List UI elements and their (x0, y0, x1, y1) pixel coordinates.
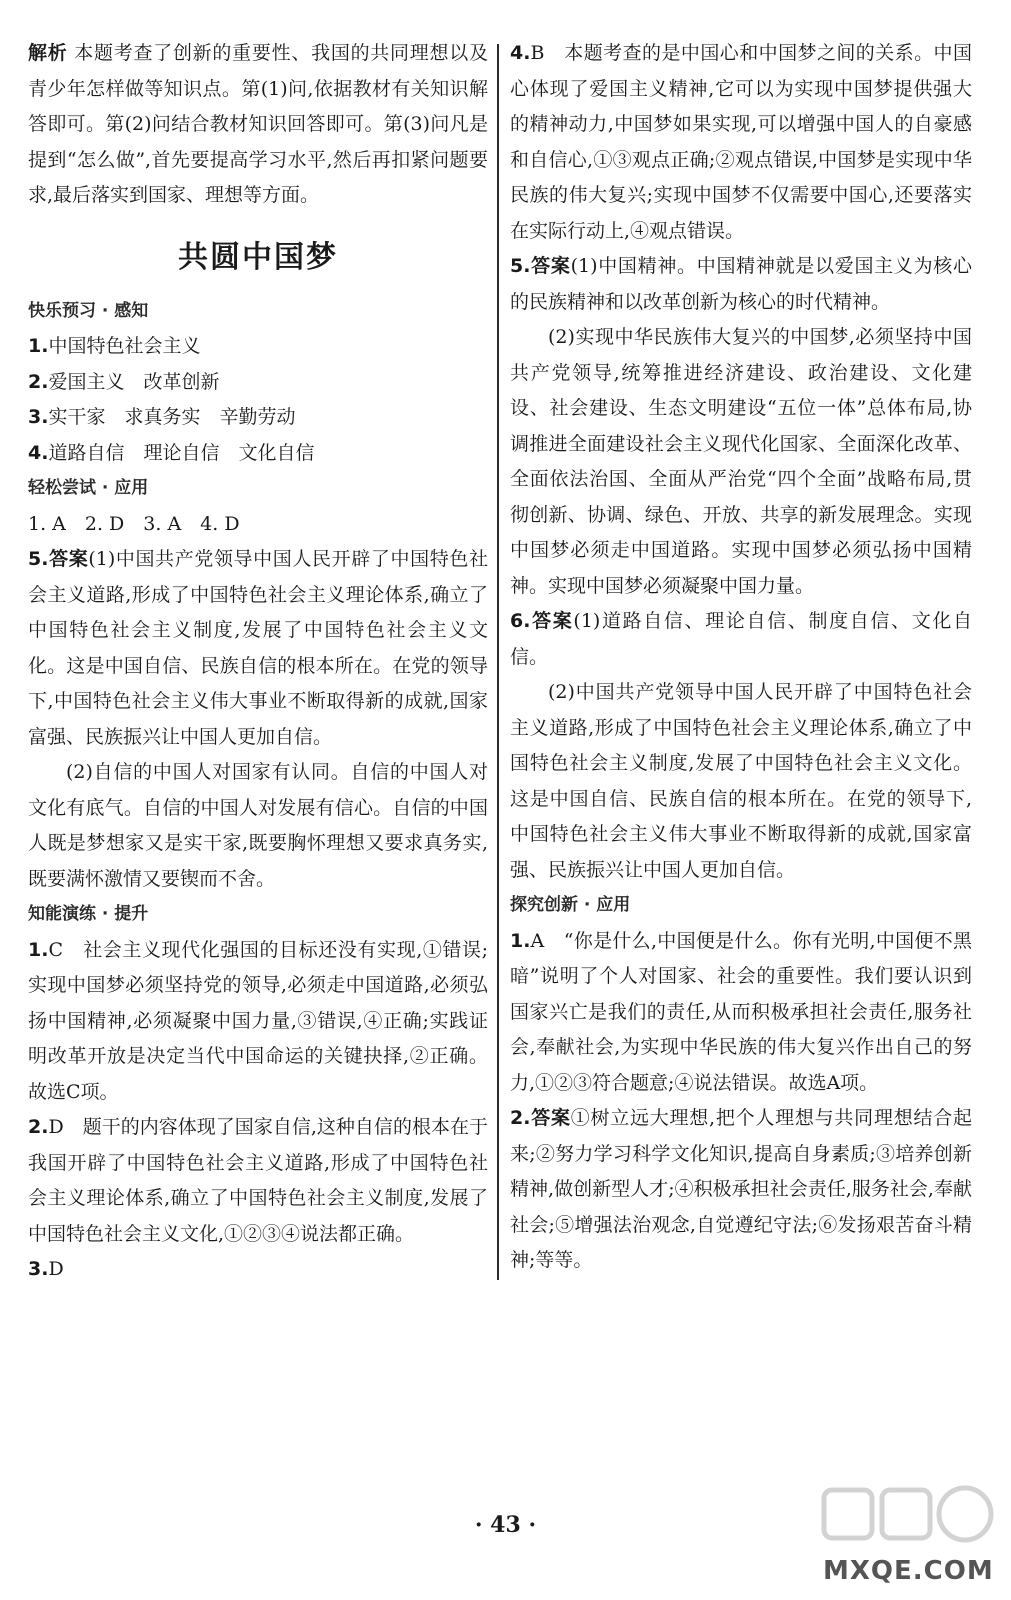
answer-q3: 3.D (28, 1258, 64, 1280)
analysis-label: 解析 (28, 42, 68, 64)
list-item: 3.实干家 求真务实 辛勤劳动 (28, 406, 296, 428)
left-column (28, 36, 488, 1288)
answer-q5: 5.答案(1)中国精神。中国精神就是以爱国主义为核心的民族精神和以改革创新为核心的时代精神。 (510, 255, 972, 313)
list-item: 2.爱国主义 改革创新 (28, 370, 220, 393)
answer-q5-part2: (2)实现中华民族伟大复兴的中国梦,必须坚持中国共产党领导,统筹推进经济建设、政治建设、文化建设、社会建设、生态文明建设“五位一体”总体布局,协调推进全面建设社会主义现代化国家、全面深化改革、全面依法治国、全面从严治党“四个全面”战略布局,贯彻创新、协调、绿色、开放、共享的新发展理念。实现中国梦必须走中国道路。实现中国梦必须弘扬中国精神。实现中国梦必须凝聚中国力量。 (510, 326, 972, 597)
mc-answers: 1. A 2. D 3. A 4. D (28, 512, 240, 535)
watermark-site: MXQE.COM (823, 1556, 994, 1586)
page-number: · 43 · (474, 1512, 537, 1538)
analysis-text: 本题考查了创新的重要性、我国的共同理想以及青少年怎样做等知识点。第(1)问,依据教材有关知识解答即可。第(2)问结合教材知识回答即可。第(3)问凡是提到“怎么做”,首先要提高学习水平,然后再扣紧问题要求,最后落实到国家、理想等方面。 (28, 42, 488, 206)
answer-q4: 4.B 本题考查的是中国心和中国梦之间的关系。中国心体现了爱国主义精神,它可以为实现中国梦提供强大的精神动力,中国梦如果实现,可以增强中国人的自豪感和自信心,①③观点正确;②观点错误,中国梦是实现中华民族的伟大复兴;实现中国梦不仅需要中国心,还要落实在实际行动上,④观点错误。 (510, 42, 972, 242)
answer-q6: 6.答案(1)道路自信、理论自信、制度自信、文化自信。 (510, 610, 972, 668)
section-heading-explore: 探究创新 · 应用 (510, 895, 631, 915)
answer-q6-part2: (2)中国共产党领导中国人民开辟了中国特色社会主义道路,形成了中国特色社会主义理论体系,确立了中国特色社会主义制度,发展了中国特色社会主义文化。这是中国自信、民族自信的根本所在。在党的领导下,中国特色社会主义伟大事业不断取得新的成就,国家富强、民族振兴让中国人更加自信。 (510, 681, 972, 881)
answer-q5-part2: (2)自信的中国人对国家有认同。自信的中国人对文化有底气。自信的中国人对发展有信心。自信的中国人既是梦想家又是实干家,既要胸怀理想又要求真务实,既要满怀激情又要锲而不舍。 (28, 761, 488, 890)
right-column (510, 36, 972, 1279)
section-heading-try: 轻松尝试 · 应用 (28, 478, 149, 498)
list-item: 4.道路自信 理论自信 文化自信 (28, 441, 315, 464)
section-title: 共圆中国梦 (178, 239, 338, 275)
answer-q2: 2.D 题干的内容体现了国家自信,这种自信的根本在于我国开辟了中国特色社会主义道路,形成了中国特色社会主义理论体系,确立了中国特色社会主义制度,发展了中国特色社会主义文化,①②③④说法都正确。 (28, 1116, 488, 1245)
explore-answer-q2: 2.答案①树立远大理想,把个人理想与共同理想结合起来;②努力学习科学文化知识,提高自身素质;③培养创新精神,做创新型人才;④积极承担社会责任,服务社会,奉献社会;⑤增强法治观念,自觉遵纪守法;⑥发扬艰苦奋斗精神;等等。 (510, 1107, 972, 1271)
explore-answer-q1: 1.A “你是什么,中国便是什么。你有光明,中国便不黑暗”说明了个人对国家、社会的重要性。我们要认识到国家兴亡是我们的责任,从而积极承担社会责任,服务社会,奉献社会,为实现中华民族的伟大复兴作出自己的努力,①②③符合题意;④说法错误。故选A项。 (510, 929, 972, 1094)
column-divider (497, 44, 499, 1280)
section-heading-preview: 快乐预习 · 感知 (28, 300, 149, 321)
answer-q1: 1.C 社会主义现代化强国的目标还没有实现,①错误;实现中国梦必须坚持党的领导,必须走中国道路,必须弘扬中国精神,必须凝聚中国力量,③错误,④正确;实践证明改革开放是决定当代中国命运的关键抉择,②正确。故选C项。 (28, 938, 488, 1103)
section-heading-practice: 知能演练 · 提升 (28, 904, 149, 924)
list-item: 1.中国特色社会主义 (28, 335, 201, 357)
analysis-paragraph (28, 36, 488, 214)
answer-q5: 5.答案(1)中国共产党领导中国人民开辟了中国特色社会主义道路,形成了中国特色社会主义理论体系,确立了中国特色社会主义制度,发展了中国特色社会主义文化。这是中国自信、民族自信的根本所在。在党的领导下,中国特色社会主义伟大事业不断取得新的成就,国家富强、民族振兴让中国人更加自信。 (28, 548, 488, 748)
